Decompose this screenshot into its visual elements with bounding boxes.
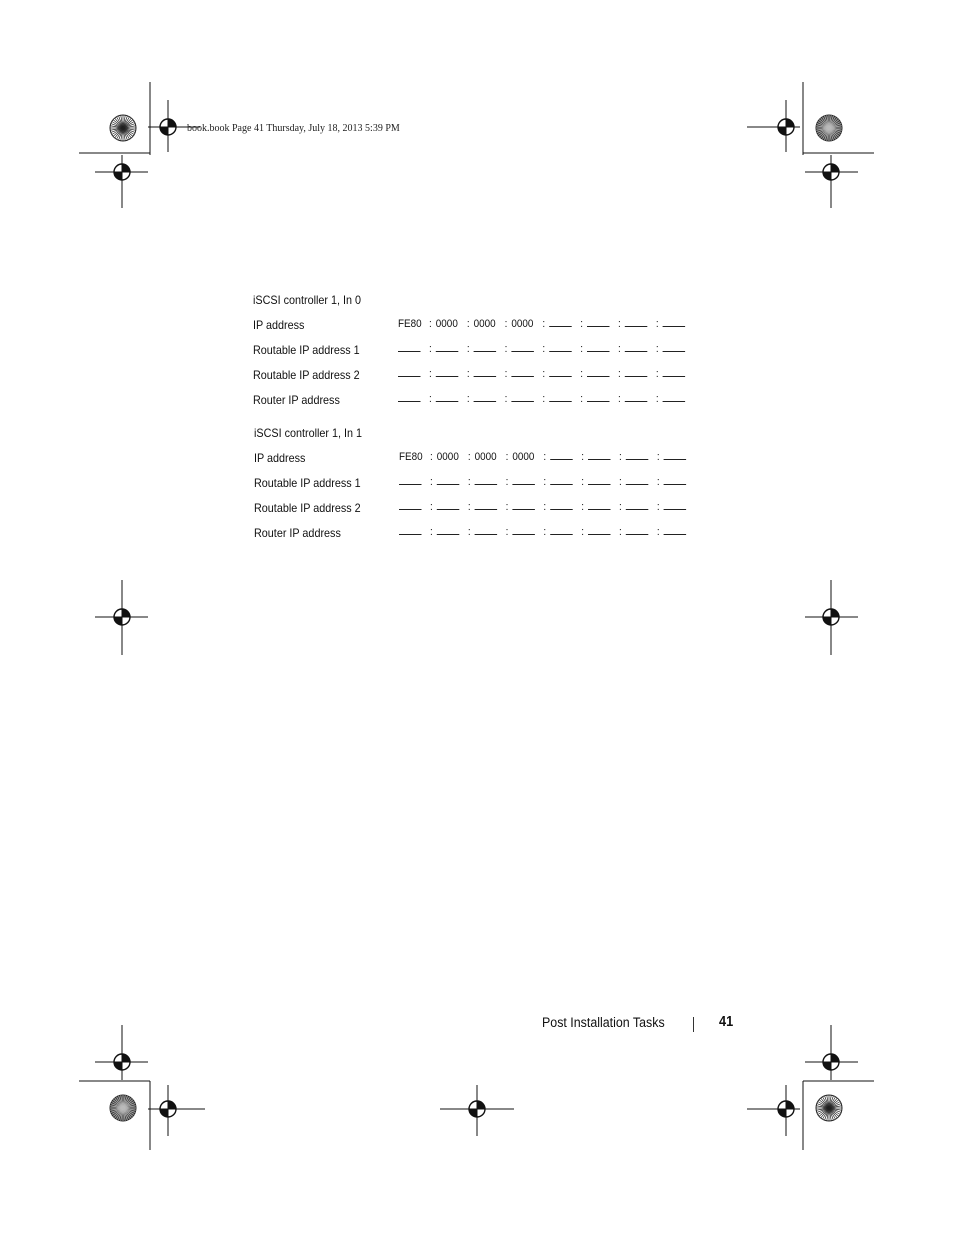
segment-separator: : bbox=[581, 451, 584, 463]
field-label: IP address bbox=[253, 318, 305, 332]
segment-separator: : bbox=[618, 318, 621, 330]
registration-mark-icon bbox=[114, 609, 130, 625]
blank-segment[interactable] bbox=[475, 500, 498, 510]
blank-segment[interactable] bbox=[588, 525, 611, 535]
registration-mark-icon bbox=[778, 1101, 794, 1117]
segment-separator: : bbox=[467, 476, 471, 488]
blank-segment[interactable] bbox=[550, 525, 573, 535]
address-segment: 0000 bbox=[511, 318, 534, 330]
footer-section-title: Post Installation Tasks bbox=[542, 1015, 665, 1030]
blank-segment[interactable] bbox=[626, 450, 649, 460]
segment-separator: : bbox=[580, 318, 583, 330]
blank-segment[interactable] bbox=[436, 367, 459, 377]
segment-separator: : bbox=[542, 318, 546, 330]
segment-separator: : bbox=[656, 476, 660, 488]
segment-separator: : bbox=[505, 451, 509, 463]
segment-separator: : bbox=[543, 526, 547, 538]
segment-separator: : bbox=[619, 476, 622, 488]
blank-segment[interactable] bbox=[664, 525, 687, 535]
blank-segment[interactable] bbox=[512, 475, 535, 485]
segment-separator: : bbox=[430, 476, 433, 488]
ip-address-fields bbox=[398, 342, 690, 355]
blank-segment[interactable] bbox=[587, 317, 610, 327]
blank-segment[interactable] bbox=[475, 525, 498, 535]
segment-separator: : bbox=[542, 343, 546, 355]
print-header: book.book Page 41 Thursday, July 18, 2013 5:39 PM bbox=[187, 123, 400, 134]
blank-segment[interactable] bbox=[550, 500, 573, 510]
ip-address-fields bbox=[399, 475, 691, 488]
blank-segment[interactable] bbox=[587, 392, 610, 402]
segment-separator: : bbox=[656, 526, 660, 538]
page-number: 41 bbox=[719, 1013, 734, 1030]
segment-separator: : bbox=[581, 501, 584, 513]
segment-separator: : bbox=[542, 368, 546, 380]
footer-divider bbox=[693, 1017, 694, 1032]
registration-mark-icon bbox=[160, 1101, 176, 1117]
registration-mark-icon bbox=[160, 119, 176, 135]
blank-segment[interactable] bbox=[664, 450, 687, 460]
ip-address-fields bbox=[399, 450, 691, 463]
field-label: Routable IP address 2 bbox=[253, 368, 360, 382]
segment-separator: : bbox=[504, 368, 508, 380]
segment-separator: : bbox=[505, 476, 509, 488]
segment-separator: : bbox=[467, 526, 471, 538]
blank-segment[interactable] bbox=[436, 392, 459, 402]
segment-separator: : bbox=[655, 343, 659, 355]
blank-segment[interactable] bbox=[626, 500, 649, 510]
segment-separator: : bbox=[655, 393, 659, 405]
segment-separator: : bbox=[504, 318, 508, 330]
blank-segment[interactable] bbox=[399, 525, 422, 535]
segment-separator: : bbox=[429, 368, 432, 380]
segment-separator: : bbox=[504, 343, 508, 355]
blank-segment[interactable] bbox=[549, 317, 572, 327]
segment-separator: : bbox=[581, 476, 584, 488]
blank-segment[interactable] bbox=[663, 392, 686, 402]
section-title: iSCSI controller 1, In 0 bbox=[253, 293, 362, 307]
segment-separator: : bbox=[466, 343, 470, 355]
blank-segment[interactable] bbox=[399, 500, 422, 510]
ip-address-fields bbox=[398, 367, 690, 380]
segment-separator: : bbox=[619, 526, 622, 538]
address-segment: 0000 bbox=[512, 451, 535, 463]
blank-segment[interactable] bbox=[588, 475, 611, 485]
blank-segment[interactable] bbox=[588, 500, 611, 510]
blank-segment[interactable] bbox=[399, 475, 422, 485]
blank-segment[interactable] bbox=[474, 342, 497, 352]
star-target-icon bbox=[816, 1095, 842, 1121]
field-label: Routable IP address 1 bbox=[253, 343, 360, 357]
blank-segment[interactable] bbox=[664, 475, 687, 485]
registration-mark-icon bbox=[114, 164, 130, 180]
registration-mark-icon bbox=[114, 1054, 130, 1070]
segment-separator: : bbox=[505, 526, 509, 538]
segment-separator: : bbox=[429, 343, 432, 355]
blank-segment[interactable] bbox=[625, 367, 648, 377]
registration-mark-icon bbox=[823, 1054, 839, 1070]
blank-segment[interactable] bbox=[664, 500, 687, 510]
segment-separator: : bbox=[618, 343, 621, 355]
segment-separator: : bbox=[656, 451, 660, 463]
blank-segment[interactable] bbox=[663, 342, 686, 352]
segment-separator: : bbox=[580, 343, 583, 355]
blank-segment[interactable] bbox=[587, 342, 610, 352]
segment-separator: : bbox=[466, 318, 470, 330]
ip-address-fields bbox=[399, 500, 691, 513]
ip-address-fields bbox=[399, 525, 691, 538]
address-segment: 0000 bbox=[435, 318, 458, 330]
segment-separator: : bbox=[466, 393, 470, 405]
blank-segment[interactable] bbox=[625, 392, 648, 402]
segment-separator: : bbox=[655, 368, 659, 380]
blank-segment[interactable] bbox=[588, 450, 611, 460]
segment-separator: : bbox=[542, 393, 546, 405]
blank-segment[interactable] bbox=[437, 500, 460, 510]
blank-segment[interactable] bbox=[437, 525, 460, 535]
blank-segment[interactable] bbox=[663, 317, 686, 327]
registration-mark-icon bbox=[778, 119, 794, 135]
segment-separator: : bbox=[505, 501, 509, 513]
segment-separator: : bbox=[619, 501, 622, 513]
blank-segment[interactable] bbox=[549, 367, 572, 377]
segment-separator: : bbox=[430, 501, 433, 513]
star-target-icon bbox=[816, 115, 842, 141]
field-label: IP address bbox=[254, 451, 306, 465]
segment-separator: : bbox=[618, 393, 621, 405]
star-target-icon bbox=[110, 115, 136, 141]
blank-segment[interactable] bbox=[511, 367, 534, 377]
blank-segment[interactable] bbox=[587, 367, 610, 377]
segment-separator: : bbox=[543, 476, 547, 488]
blank-segment[interactable] bbox=[625, 317, 648, 327]
registration-mark-icon bbox=[469, 1101, 485, 1117]
field-label: Router IP address bbox=[253, 393, 340, 407]
blank-segment[interactable] bbox=[512, 500, 535, 510]
blank-segment[interactable] bbox=[626, 525, 649, 535]
field-label: Routable IP address 2 bbox=[254, 501, 361, 515]
segment-separator: : bbox=[618, 368, 621, 380]
field-label: Routable IP address 1 bbox=[254, 476, 361, 490]
segment-separator: : bbox=[467, 451, 471, 463]
blank-segment[interactable] bbox=[625, 342, 648, 352]
ip-address-fields bbox=[398, 392, 690, 405]
blank-segment[interactable] bbox=[398, 342, 421, 352]
address-segment: 0000 bbox=[473, 318, 496, 330]
blank-segment[interactable] bbox=[398, 392, 421, 402]
segment-separator: : bbox=[619, 451, 622, 463]
segment-separator: : bbox=[580, 393, 583, 405]
segment-separator: : bbox=[655, 318, 659, 330]
ip-address-fields bbox=[398, 317, 690, 330]
blank-segment[interactable] bbox=[549, 392, 572, 402]
blank-segment[interactable] bbox=[436, 342, 459, 352]
segment-separator: : bbox=[429, 393, 432, 405]
blank-segment[interactable] bbox=[549, 342, 572, 352]
blank-segment[interactable] bbox=[474, 392, 497, 402]
segment-separator: : bbox=[543, 451, 547, 463]
address-segment: 0000 bbox=[436, 451, 459, 463]
registration-mark-icon bbox=[823, 609, 839, 625]
blank-segment[interactable] bbox=[626, 475, 649, 485]
segment-separator: : bbox=[466, 368, 470, 380]
address-segment: FE80 bbox=[399, 451, 423, 463]
registration-mark-icon bbox=[823, 164, 839, 180]
segment-separator: : bbox=[580, 368, 583, 380]
segment-separator: : bbox=[504, 393, 508, 405]
blank-segment[interactable] bbox=[398, 367, 421, 377]
field-label: Router IP address bbox=[254, 526, 341, 540]
star-target-icon bbox=[110, 1095, 136, 1121]
blank-segment[interactable] bbox=[474, 367, 497, 377]
segment-separator: : bbox=[467, 501, 471, 513]
blank-segment[interactable] bbox=[550, 450, 573, 460]
address-segment: 0000 bbox=[474, 451, 497, 463]
blank-segment[interactable] bbox=[511, 342, 534, 352]
blank-segment[interactable] bbox=[475, 475, 498, 485]
blank-segment[interactable] bbox=[511, 392, 534, 402]
blank-segment[interactable] bbox=[663, 367, 686, 377]
address-segment: FE80 bbox=[398, 318, 422, 330]
blank-segment[interactable] bbox=[550, 475, 573, 485]
blank-segment[interactable] bbox=[437, 475, 460, 485]
segment-separator: : bbox=[430, 451, 433, 463]
section-title: iSCSI controller 1, In 1 bbox=[254, 426, 363, 440]
segment-separator: : bbox=[581, 526, 584, 538]
segment-separator: : bbox=[429, 318, 432, 330]
blank-segment[interactable] bbox=[512, 525, 535, 535]
segment-separator: : bbox=[656, 501, 660, 513]
segment-separator: : bbox=[430, 526, 433, 538]
segment-separator: : bbox=[543, 501, 547, 513]
